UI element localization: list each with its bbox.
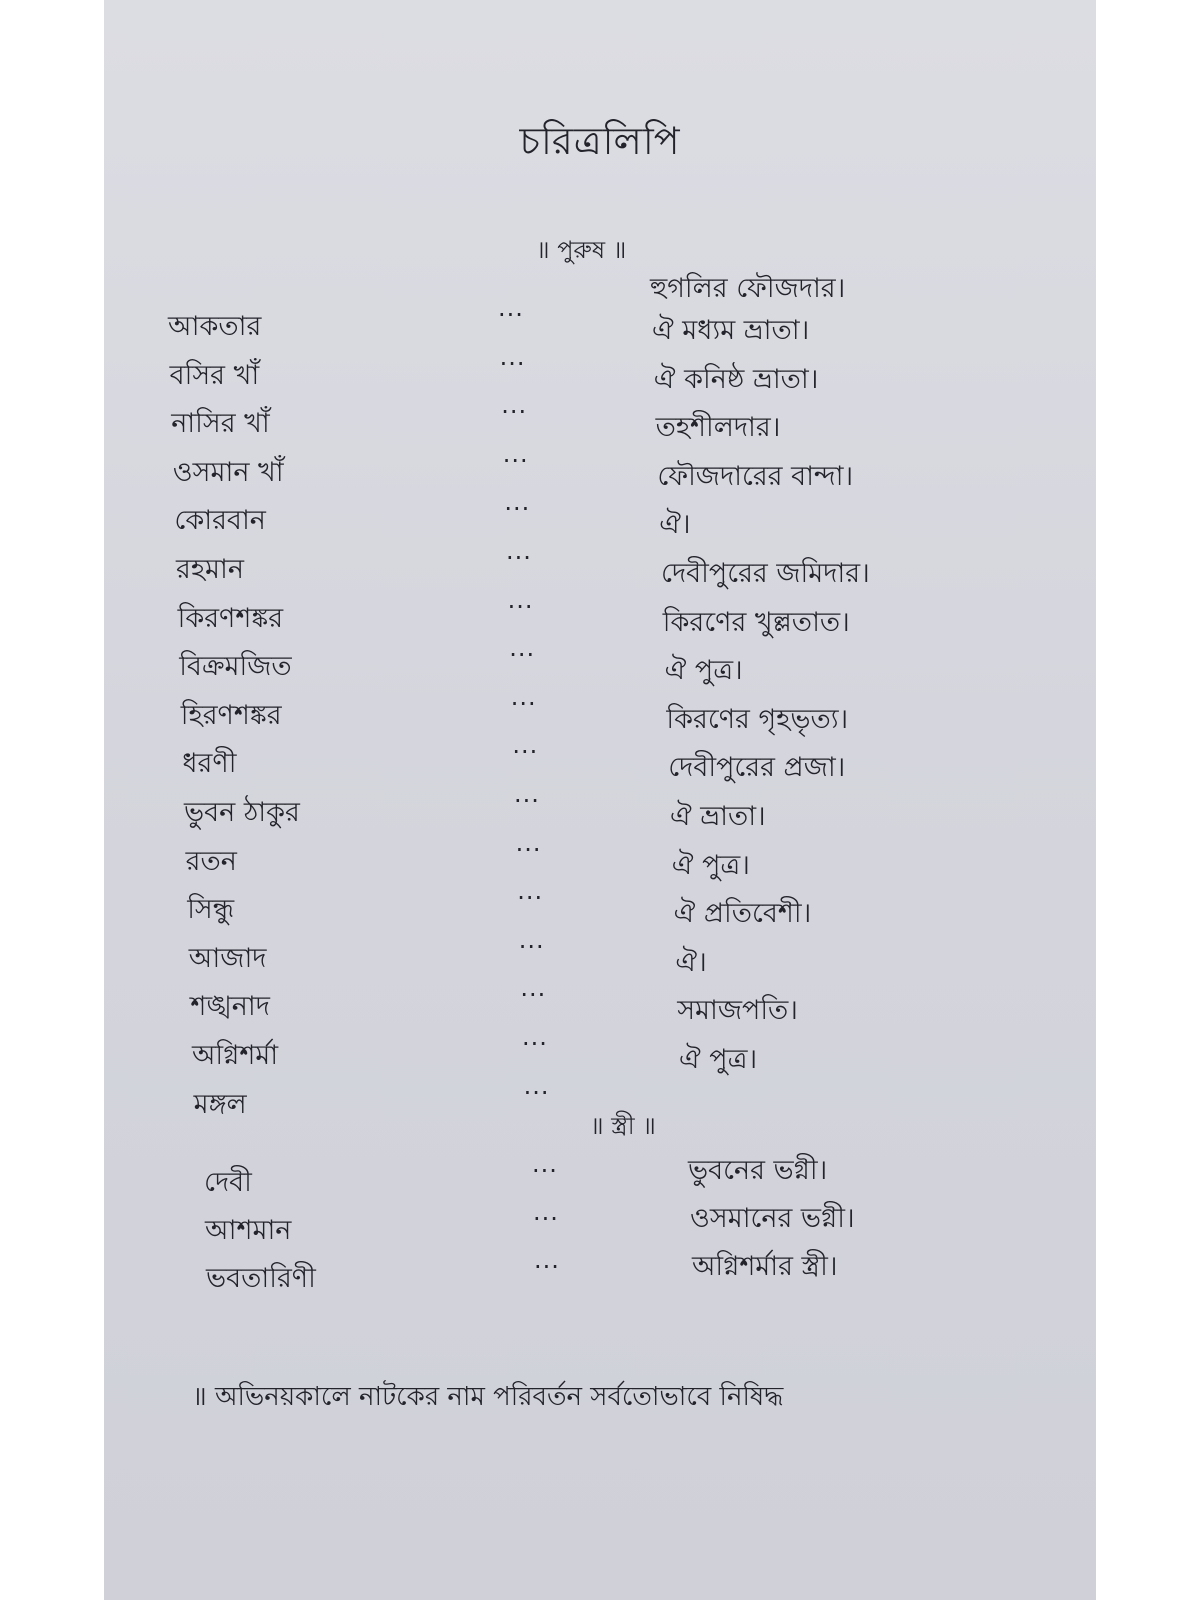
character-row xyxy=(104,1246,1096,1306)
leader-dots: ... xyxy=(507,585,534,614)
character-name: নাসির খাঁ xyxy=(171,408,270,440)
character-description: ঐ পুত্র। xyxy=(671,849,750,881)
character-description: দেবীপুরের প্রজা। xyxy=(668,752,846,784)
character-description: ওসমানের ভগ্নী। xyxy=(690,1203,855,1234)
character-description: তহশীলদার। xyxy=(655,412,781,444)
leader-dots: ... xyxy=(510,682,537,711)
character-row xyxy=(104,391,1096,451)
character-row xyxy=(104,731,1096,791)
character-name: ভুবন ঠাকুর xyxy=(184,797,300,828)
character-name: মঙ্গল xyxy=(193,1088,247,1120)
leader-dots: ... xyxy=(501,391,528,420)
leader-dots: ... xyxy=(515,828,542,857)
character-name: বিক্রমজিত xyxy=(179,651,292,683)
character-row xyxy=(104,682,1096,743)
leader-dots: ... xyxy=(532,1150,558,1178)
leader-dots: ... xyxy=(498,294,524,322)
character-row xyxy=(104,1198,1096,1258)
leader-dots: ... xyxy=(517,877,544,906)
character-description: ঐ। xyxy=(659,509,691,541)
leader-dots: ... xyxy=(506,537,532,565)
leader-dots: ... xyxy=(512,731,539,760)
character-name: শঙ্খনাদ xyxy=(190,991,270,1023)
leader-dots: ... xyxy=(520,974,547,1003)
character-row xyxy=(104,1023,1096,1083)
leader-dots: ... xyxy=(514,780,540,808)
character-description: ঐ পুত্র। xyxy=(664,655,743,687)
character-row xyxy=(104,828,1096,889)
character-name: ধরণী xyxy=(182,748,237,780)
leader-dots: ... xyxy=(534,1246,560,1274)
character-description: কিরণের গৃহভৃত্য। xyxy=(666,703,849,735)
male-section-heading: ॥ পুরুষ ॥ xyxy=(536,236,627,264)
leader-dots: ... xyxy=(522,1023,548,1051)
character-description: ঐ। xyxy=(675,946,707,978)
character-description: অগ্নিশর্মার স্ত্রী। xyxy=(692,1251,838,1282)
character-description: কিরণের খুল্লতাত। xyxy=(662,606,850,638)
character-name: আশমান xyxy=(205,1215,292,1246)
character-row xyxy=(104,439,1096,500)
character-row xyxy=(104,1150,1096,1210)
leader-dots: ... xyxy=(523,1071,550,1100)
book-page xyxy=(104,0,1096,1600)
character-description: ঐ কনিষ্ঠ ভ্রাতা। xyxy=(653,363,819,395)
character-row xyxy=(104,342,1096,403)
character-description: ঐ পুত্র। xyxy=(679,1044,758,1075)
character-name: কোরবান xyxy=(174,505,266,537)
character-row xyxy=(104,537,1096,597)
leader-dots: ... xyxy=(518,925,545,954)
character-row xyxy=(104,294,1096,354)
character-row xyxy=(104,780,1096,840)
character-name: আজাদ xyxy=(188,942,267,974)
character-name: সিন্ধু xyxy=(187,894,235,926)
page-title: চরিত্রলিপি xyxy=(519,119,681,163)
character-name: ভবতারিণী xyxy=(206,1263,316,1294)
female-section-heading: ॥ স্ত্রী ॥ xyxy=(590,1112,656,1140)
character-description: ঐ প্রতিবেশী। xyxy=(673,898,812,930)
leader-dots: ... xyxy=(533,1198,559,1226)
leader-dots: ... xyxy=(504,488,531,517)
character-name: হিরণশঙ্কর xyxy=(180,699,282,731)
character-row xyxy=(104,634,1096,694)
character-name: ওসমান খাঁ xyxy=(172,456,284,488)
character-name: বসির খাঁ xyxy=(169,359,260,391)
character-description: দেবীপুরের জমিদার। xyxy=(661,558,870,589)
character-description: সমাজপতি। xyxy=(677,995,798,1027)
character-name: রতন xyxy=(185,845,237,877)
character-description: ঐ ভ্রাতা। xyxy=(670,801,766,832)
character-row xyxy=(104,974,1096,1034)
first-character-description: হুগলির ফৌজদার। xyxy=(650,273,846,304)
leader-dots: ... xyxy=(502,439,529,468)
character-row xyxy=(104,585,1096,646)
character-row xyxy=(104,925,1096,986)
leader-dots: ... xyxy=(509,634,536,663)
performance-note: ॥ অভিনয়কালে নাটকের নাম পরিবর্তন সর্বতোভাবে নিষিদ্ধ xyxy=(192,1382,784,1412)
character-name: কিরণশঙ্কর xyxy=(177,602,284,634)
character-name: দেবী xyxy=(204,1167,252,1198)
character-name: আকতার xyxy=(168,311,262,342)
character-row xyxy=(104,488,1096,548)
character-name: রহমান xyxy=(176,554,244,585)
character-row xyxy=(104,877,1096,937)
leader-dots: ... xyxy=(499,342,526,371)
character-description: ফৌজদারের বান্দা। xyxy=(657,460,854,492)
character-description: ঐ মধ্যম ভ্রাতা। xyxy=(652,315,810,346)
character-name: অগ্নিশর্মা xyxy=(192,1040,279,1071)
character-description: ভুবনের ভগ্নী। xyxy=(688,1155,828,1186)
